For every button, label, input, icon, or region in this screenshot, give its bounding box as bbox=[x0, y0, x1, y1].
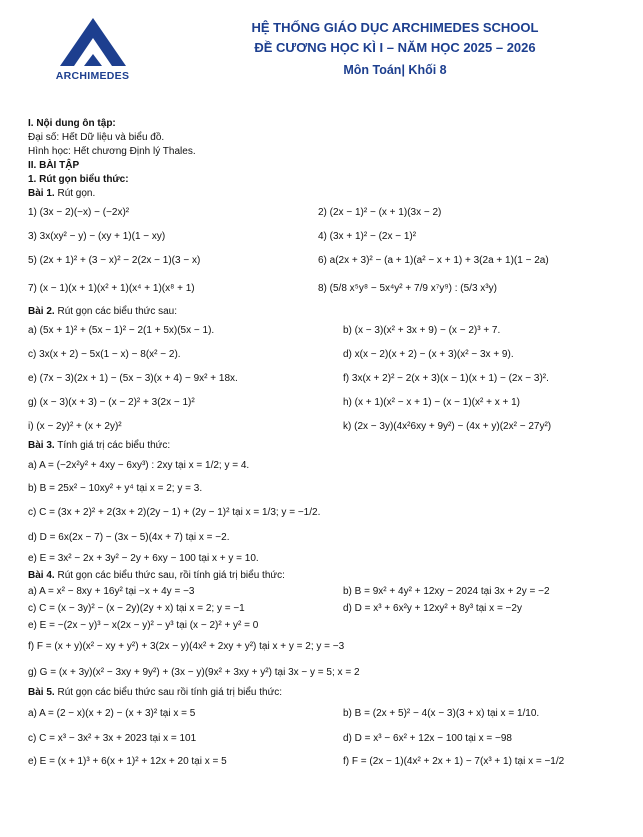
exercise-item: b) B = 25x² − 10xy² + y⁴ tại x = 2; y = 3. bbox=[28, 483, 203, 494]
exercise-item: k) (2x − 3y)(4x²6xy + 9y²) − (4x + y)(2x² − 27y²) bbox=[343, 421, 552, 432]
exercise-desc: Rút gọn các biểu thức sau: bbox=[54, 306, 178, 317]
exercise-row bbox=[28, 415, 633, 439]
exercise-row bbox=[28, 319, 633, 343]
exercise-item: e) (7x − 3)(2x + 1) − (5x − 3)(x + 4) − 9x² + 18x. bbox=[28, 373, 238, 384]
exercise-row bbox=[28, 201, 633, 225]
exercise-item: c) C = x³ − 3x² + 3x + 2023 tại x = 101 bbox=[28, 733, 197, 744]
exercise-row bbox=[28, 367, 633, 391]
exercise-item: c) C = (x − 3y)² − (x − 2y)(2y + x) tại x = 2; y = −1 bbox=[28, 602, 245, 614]
exercise-row bbox=[28, 249, 633, 273]
exercise-title: Bài 2. bbox=[28, 306, 55, 317]
exercise-item: 7) (x − 1)(x + 1)(x² + 1)(x⁴ + 1)(x⁸ + 1) bbox=[28, 283, 195, 294]
exercise-item: g) G = (x + 3y)(x² − 3xy + 9y²) + (3x − y)(9x² + 3xy + y²) tại 3x − y = 5; x = 2 bbox=[28, 667, 360, 678]
exercise-item: 6) a(2x + 3)² − (a + 1)(a² − x + 1) + 3(2a + 1)(1 − 2a) bbox=[318, 255, 549, 266]
exercise-4-heading bbox=[28, 569, 633, 583]
section-1-line: Hình học: Hết chương Định lý Thales. bbox=[28, 146, 196, 157]
exercise-item: d) x(x − 2)(x + 2) − (x + 3)(x² − 3x + 9). bbox=[343, 349, 514, 360]
exercise-item: a) A = (2 − x)(x + 2) − (x + 3)² tại x = 5 bbox=[28, 708, 196, 719]
exercise-item: e) E = −(2x − y)³ − x(2x − y)² − y³ tại (x − 2)² + y² = 0 bbox=[28, 619, 259, 631]
document-title: ĐỀ CƯƠNG HỌC KÌ I – NĂM HỌC 2025 – 2026 bbox=[254, 40, 536, 55]
exercise-item: 2) (2x − 1)² − (x + 1)(3x − 2) bbox=[318, 207, 442, 218]
exercise-item: f) 3x(x + 2)² − 2(x + 3)(x − 1)(x + 1) − (2x − 3)². bbox=[343, 373, 549, 384]
logo-text: ARCHIMEDES bbox=[55, 70, 130, 82]
exercise-title: Bài 3. bbox=[28, 440, 55, 451]
exercise-desc: Rút gọn các biểu thức sau rồi tính giá trị biểu thức: bbox=[54, 687, 283, 698]
exercise-row bbox=[28, 225, 633, 249]
exercise-item: a) A = x² − 8xy + 16y² tại −x + 4y = −3 bbox=[28, 585, 195, 597]
exercise-2-heading bbox=[28, 305, 633, 319]
exercise-row bbox=[28, 273, 633, 305]
exercise-item: 8) (5/8 x⁵y⁸ − 5x⁴y² + 7/9 x⁷y⁹) : (5/3 x³y) bbox=[318, 283, 497, 294]
exercise-item: g) (x − 3)(x + 3) − (x − 2)² + 3(2x − 1)² bbox=[28, 397, 195, 408]
exercise-row bbox=[28, 700, 633, 728]
exercise-item: b) (x − 3)(x² + 3x + 9) − (x − 2)³ + 7. bbox=[343, 325, 501, 336]
exercise-item: 3) 3x(xy² − y) − (xy + 1)(1 − xy) bbox=[28, 231, 166, 242]
exercise-item: 1) (3x − 2)(−x) − (−2x)² bbox=[28, 207, 130, 218]
school-name: HỆ THỐNG GIÁO DỤC ARCHIMEDES SCHOOL bbox=[251, 20, 539, 35]
exercise-row bbox=[28, 391, 633, 415]
exercise-item: f) F = (2x − 1)(4x² + 2x + 1) − 7(x³ + 1) tại x = −1/2 bbox=[343, 756, 565, 767]
exercise-3-heading bbox=[28, 439, 633, 453]
section-1-heading: I. Nội dung ôn tập: bbox=[28, 118, 116, 129]
exercise-item: b) B = (2x + 5)² − 4(x − 3)(3 + x) tại x = 1/10. bbox=[343, 708, 540, 719]
exercise-desc: Rút gọn các biểu thức sau, rồi tính giá trị biểu thức: bbox=[54, 570, 285, 581]
school-logo bbox=[30, 16, 155, 86]
exercise-item: c) 3x(x + 2) − 5x(1 − x) − 8(x² − 2). bbox=[28, 349, 181, 360]
exercise-item: e) E = (x + 1)³ + 6(x + 1)² + 12x + 20 tại x = 5 bbox=[28, 756, 227, 767]
exercise-item: f) F = (x + y)(x² − xy + y²) + 3(2x − y)(4x² + 2xy + y²) tại x + y = 2; y = −3 bbox=[28, 641, 345, 652]
exercise-row bbox=[28, 583, 633, 600]
exercise-item: b) B = 9x² + 4y² + 12xy − 2024 tại 3x + 2y = −2 bbox=[343, 585, 550, 597]
exercise-row bbox=[28, 728, 633, 750]
exercise-desc: Tính giá trị các biểu thức: bbox=[54, 440, 171, 451]
section-1-line: Đại số: Hết Dữ liệu và biểu đồ. bbox=[28, 132, 165, 143]
exercise-item: 4) (3x + 1)² − (2x − 1)² bbox=[318, 231, 417, 242]
section-2-heading: II. BÀI TẬP bbox=[28, 160, 80, 171]
exercise-row bbox=[28, 750, 633, 774]
exercise-item: i) (x − 2y)² + (x + 2y)² bbox=[28, 421, 122, 432]
exercise-item: d) D = x³ − 6x² + 12x − 100 tại x = −98 bbox=[343, 733, 512, 744]
exercise-item: c) C = (3x + 2)² + 2(3x + 2)(2y − 1) + (2y − 1)² tại x = 1/3; y = −1/2. bbox=[28, 507, 321, 518]
archimedes-logo-icon bbox=[58, 16, 128, 68]
exercise-desc: Rút gọn. bbox=[54, 188, 96, 199]
exercise-item: e) E = 3x² − 2x + 3y² − 2y + 6xy − 100 tại x + y = 10. bbox=[28, 553, 259, 564]
subject-line: Môn Toán| Khối 8 bbox=[343, 63, 447, 77]
exercise-row bbox=[28, 343, 633, 367]
exercise-1-heading bbox=[28, 187, 633, 201]
document-body bbox=[28, 117, 633, 774]
exercise-item: a) (5x + 1)² + (5x − 1)² − 2(1 + 5x)(5x − 1). bbox=[28, 325, 215, 336]
exercise-item: a) A = (−2x²y² + 4xy − 6xy³) : 2xy tại x = 1/2; y = 4. bbox=[28, 460, 250, 471]
exercise-item: 5) (2x + 1)² + (3 − x)² − 2(2x − 1)(3 − x) bbox=[28, 255, 201, 266]
exercise-item: h) (x + 1)(x² − x + 1) − (x − 1)(x² + x + 1) bbox=[343, 397, 520, 408]
exercise-5-heading bbox=[28, 686, 633, 700]
subsection-1-heading: 1. Rút gọn biểu thức: bbox=[28, 174, 129, 185]
exercise-item: d) D = 6x(2x − 7) − (3x − 5)(4x + 7) tại x = −2. bbox=[28, 532, 230, 543]
exercise-title: Bài 5. bbox=[28, 687, 55, 698]
exercise-title: Bài 1. bbox=[28, 188, 55, 199]
exercise-item: d) D = x³ + 6x²y + 12xy² + 8y³ tại x = −2y bbox=[343, 602, 522, 614]
exercise-title: Bài 4. bbox=[28, 570, 55, 581]
exercise-row bbox=[28, 600, 633, 617]
document-header bbox=[175, 18, 615, 80]
